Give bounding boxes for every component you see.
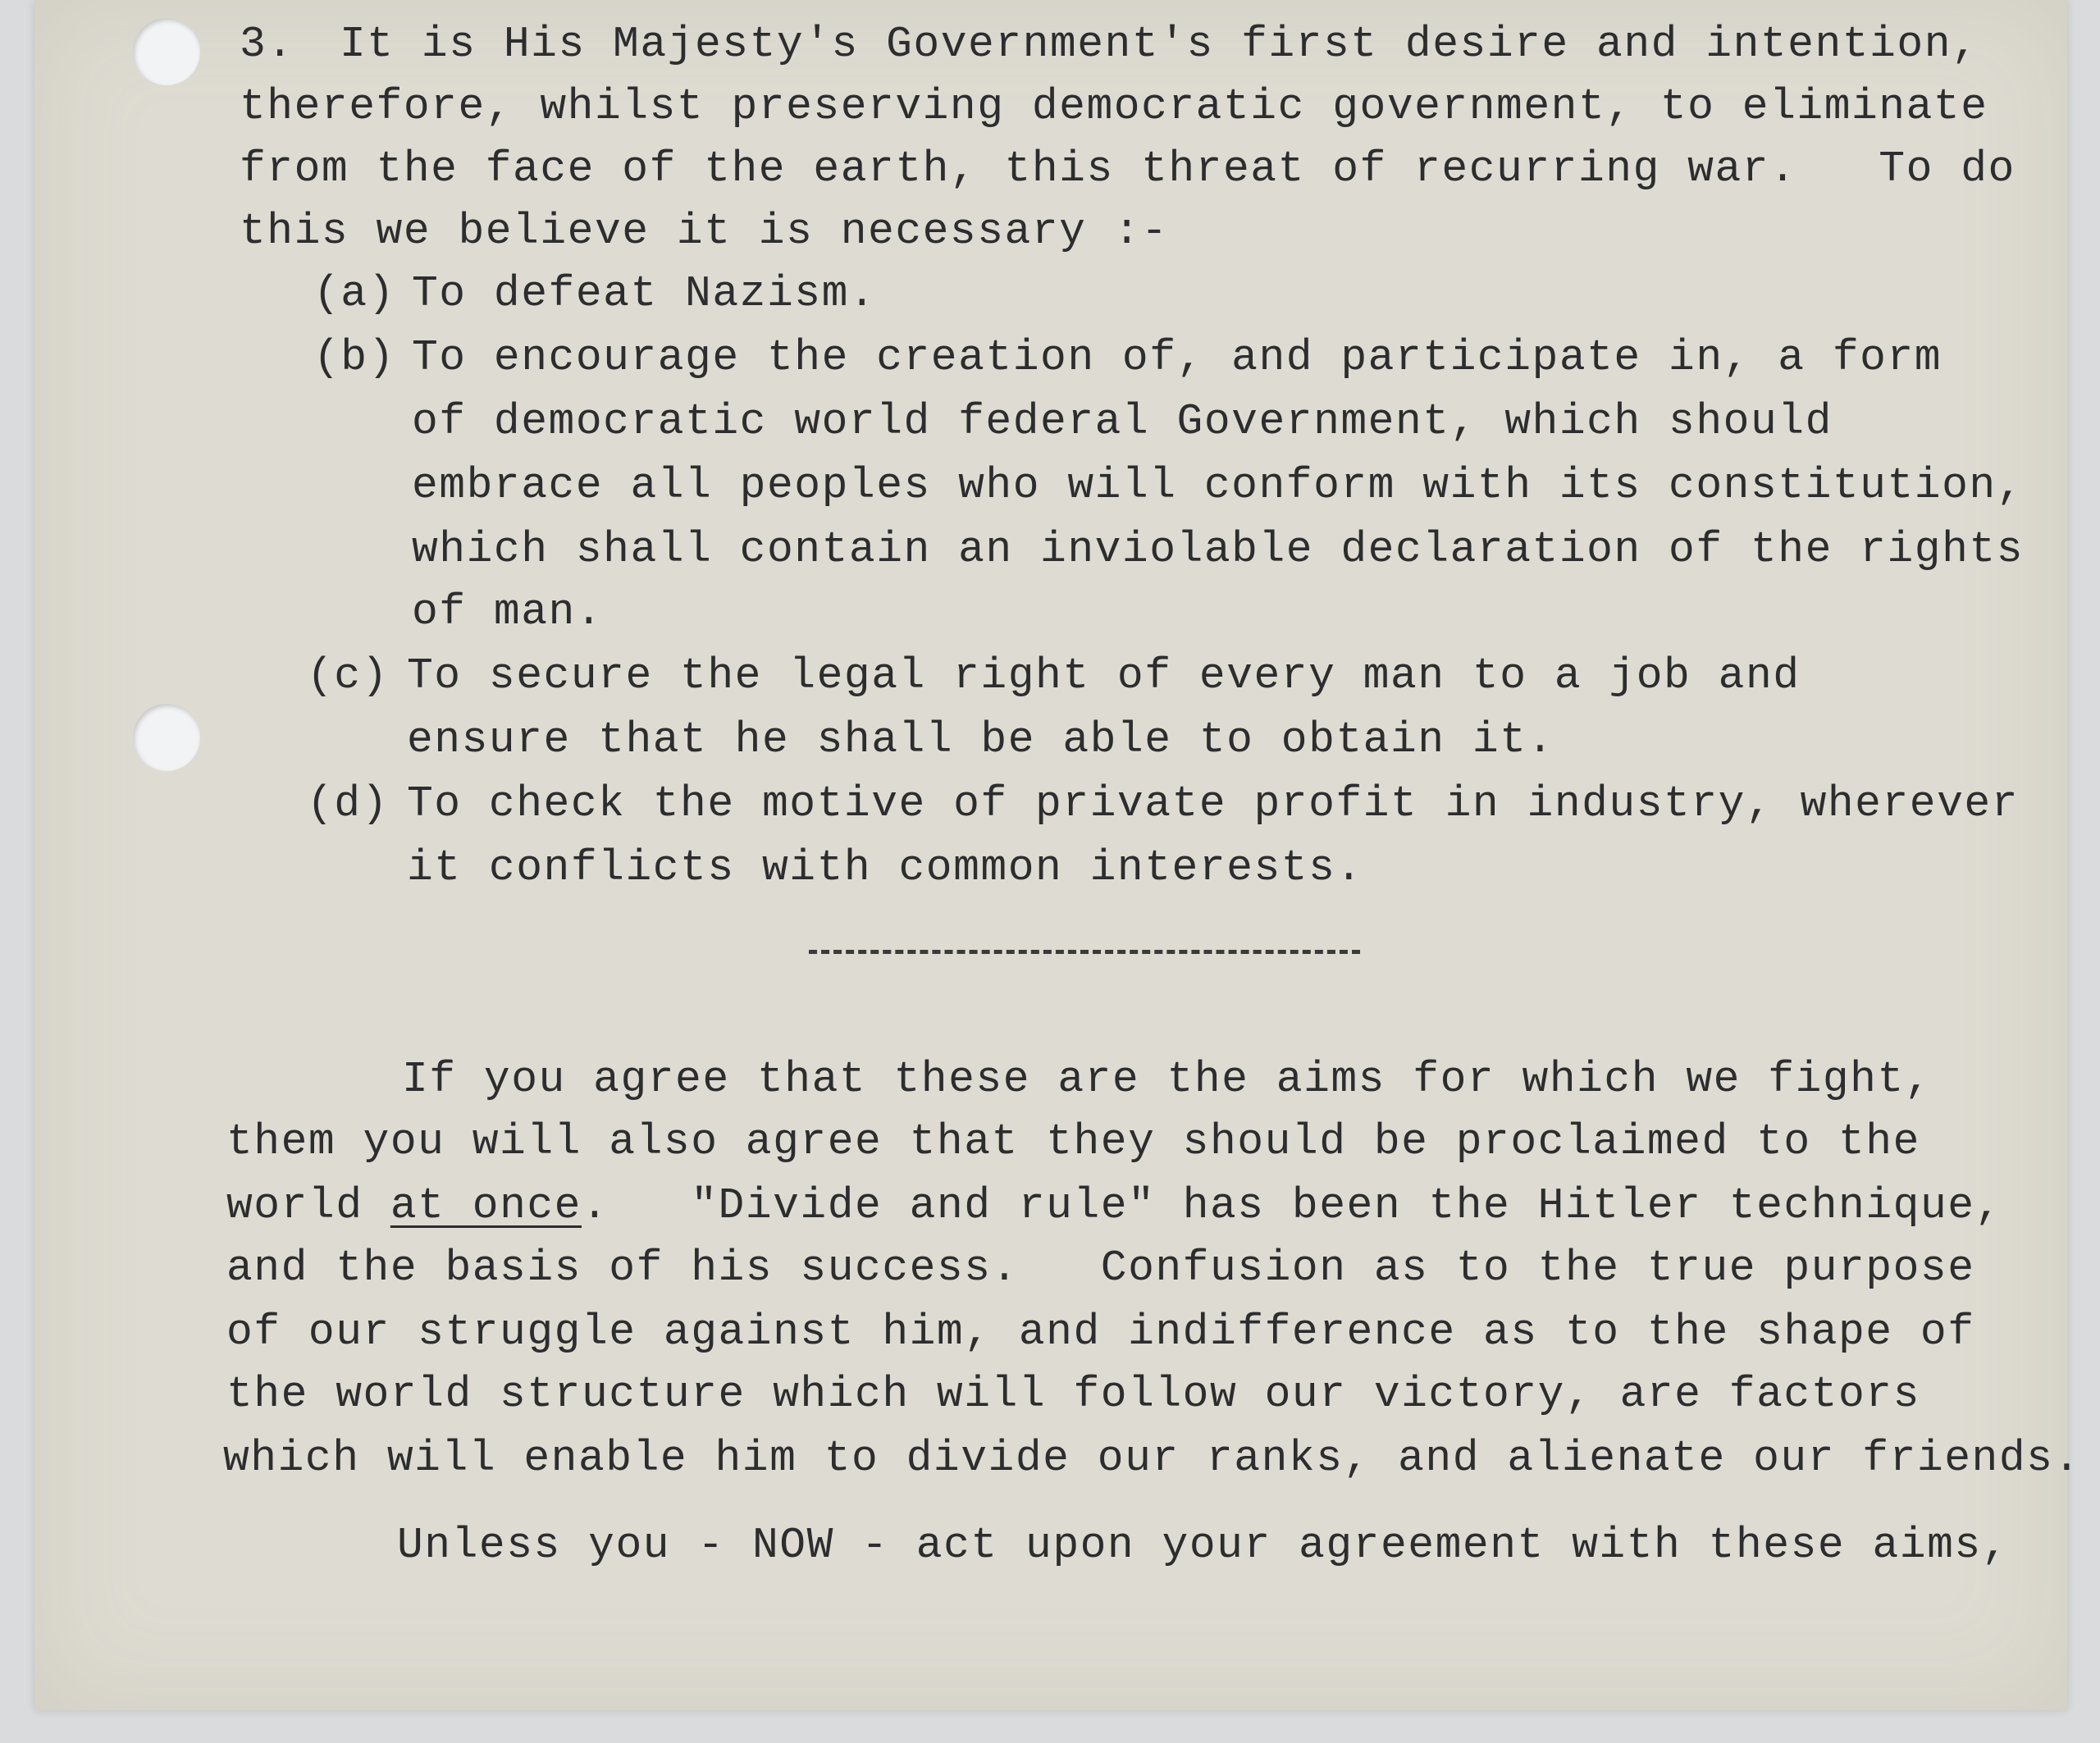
item-b-line-1: To encourage the creation of, and participate in, a form [412, 333, 1942, 382]
intro-line-4: this we believe it is necessary :- [240, 207, 1169, 256]
closing-line-3-end: . "Divide and rule" has been the Hitler technique, [581, 1181, 2002, 1230]
item-b-line-3: embrace all peoples who will conform with its constitution, [412, 461, 2025, 510]
item-d-line-1: To check the motive of private profit in industry, wherever [407, 779, 2020, 828]
item-a-line-1: To defeat Nazism. [412, 269, 877, 318]
closing-line-2: them you will also agree that they should be proclaimed to the [226, 1117, 1920, 1166]
section-number: 3. [240, 20, 294, 69]
closing-line-8: Unless you - NOW - act upon your agreement with these aims, [397, 1521, 2010, 1570]
item-b-marker: (b) [313, 333, 395, 382]
underlined-phrase: at once [390, 1181, 582, 1230]
item-c-marker: (c) [307, 651, 389, 700]
item-b-line-5: of man. [412, 587, 604, 637]
item-d-line-2: it conflicts with common interests. [407, 843, 1363, 892]
punch-hole-top [133, 18, 200, 85]
closing-line-3-start: world [226, 1181, 390, 1230]
item-c-line-1: To secure the legal right of every man to a job and [407, 651, 1801, 700]
closing-line-3 [226, 1181, 2002, 1230]
item-b-line-4: which shall contain an inviolable declaration of the rights [412, 525, 2025, 574]
item-c-line-2: ensure that he shall be able to obtain it. [407, 715, 1554, 764]
closing-line-4: and the basis of his success. Confusion as to the true purpose [226, 1243, 1975, 1293]
dashed-divider [809, 950, 1360, 954]
item-d-marker: (d) [307, 779, 389, 828]
closing-line-7: which will enable him to divide our ranks, and alienate our friends. [223, 1434, 2081, 1483]
intro-line-1: It is His Majesty's Government's first desire and intention, [340, 20, 1979, 69]
intro-line-3: from the face of the earth, this threat of recurring war. To do [240, 144, 2016, 194]
item-a-marker: (a) [313, 269, 395, 318]
closing-line-6: the world structure which will follow our victory, are factors [226, 1370, 1920, 1419]
closing-line-5: of our struggle against him, and indifference as to the shape of [226, 1307, 1975, 1357]
closing-line-1: If you agree that these are the aims for which we fight, [402, 1055, 1933, 1104]
item-b-line-2: of democratic world federal Government, which should [412, 397, 1833, 446]
intro-line-2: therefore, whilst preserving democratic government, to eliminate [240, 82, 1988, 131]
punch-hole-middle [133, 704, 200, 771]
